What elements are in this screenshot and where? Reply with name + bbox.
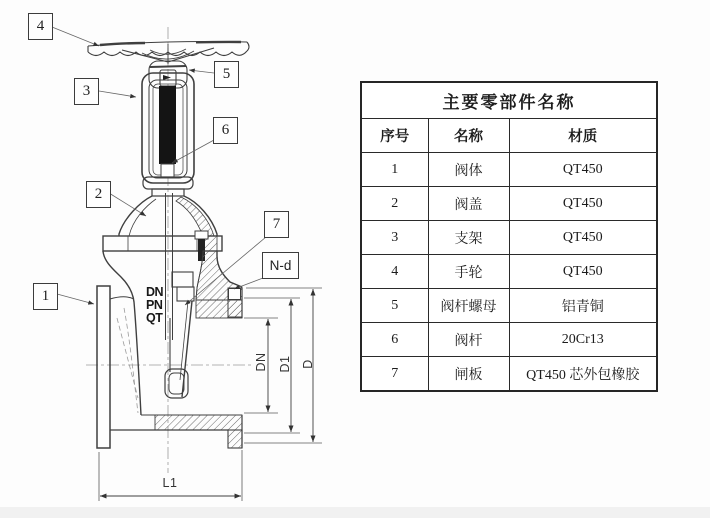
cell-index: 7	[361, 357, 428, 392]
cell-index: 4	[361, 255, 428, 289]
cell-material: QT450	[509, 187, 657, 221]
cell-name: 阀杆	[428, 323, 509, 357]
cell-name: 支架	[428, 221, 509, 255]
table-row	[361, 289, 657, 323]
callout-3-yoke: 3	[74, 78, 99, 105]
cell-index: 5	[361, 289, 428, 323]
cell-material: QT450	[509, 255, 657, 289]
dimension-extensions	[99, 285, 322, 501]
callout-4-handwheel: 4	[28, 13, 53, 40]
marking-pn: PN	[146, 298, 163, 312]
cell-material: 铝青铜	[509, 289, 657, 323]
cell-name: 手轮	[428, 255, 509, 289]
dim-label-d1: D1	[278, 355, 292, 373]
table-header-row	[361, 119, 657, 153]
header-name: 名称	[428, 119, 509, 153]
callout-1-body: 1	[33, 283, 58, 310]
body-marking	[146, 286, 176, 325]
cell-material: QT450	[509, 221, 657, 255]
cell-name: 阀体	[428, 153, 509, 187]
table-row	[361, 153, 657, 187]
callout-6-stem: 6	[213, 117, 238, 144]
callout-2-bonnet: 2	[86, 181, 111, 208]
parts-table	[360, 81, 658, 392]
dim-label-d: D	[301, 359, 315, 369]
cell-index: 2	[361, 187, 428, 221]
cell-name: 阀杆螺母	[428, 289, 509, 323]
header-material: 材质	[509, 119, 657, 153]
table-row	[361, 221, 657, 255]
table-row	[361, 323, 657, 357]
callout-nd-bolt-holes: N-d	[262, 252, 299, 279]
table-title-row	[361, 82, 657, 119]
dim-label-dn: DN	[254, 352, 268, 372]
cell-index: 1	[361, 153, 428, 187]
cell-index: 3	[361, 221, 428, 255]
table-row	[361, 357, 657, 392]
table-title: 主要零部件名称	[361, 82, 657, 119]
dim-label-l1: L1	[162, 476, 178, 490]
dimension-lines	[100, 289, 313, 496]
marking-dn: DN	[146, 285, 164, 299]
header-index: 序号	[361, 119, 428, 153]
cell-material: QT450	[509, 153, 657, 187]
marking-qt: QT	[146, 311, 163, 325]
callout-7-gate: 7	[264, 211, 289, 238]
cell-name: 闸板	[428, 357, 509, 392]
table-row	[361, 255, 657, 289]
cell-index: 6	[361, 323, 428, 357]
cell-name: 阀盖	[428, 187, 509, 221]
cell-material: QT450 芯外包橡胶	[509, 357, 657, 392]
table-row	[361, 187, 657, 221]
parts-table-container	[360, 81, 658, 392]
scan-edge-strip	[0, 507, 710, 518]
callout-5-stem-nut: 5	[214, 61, 239, 88]
cell-material: 20Cr13	[509, 323, 657, 357]
